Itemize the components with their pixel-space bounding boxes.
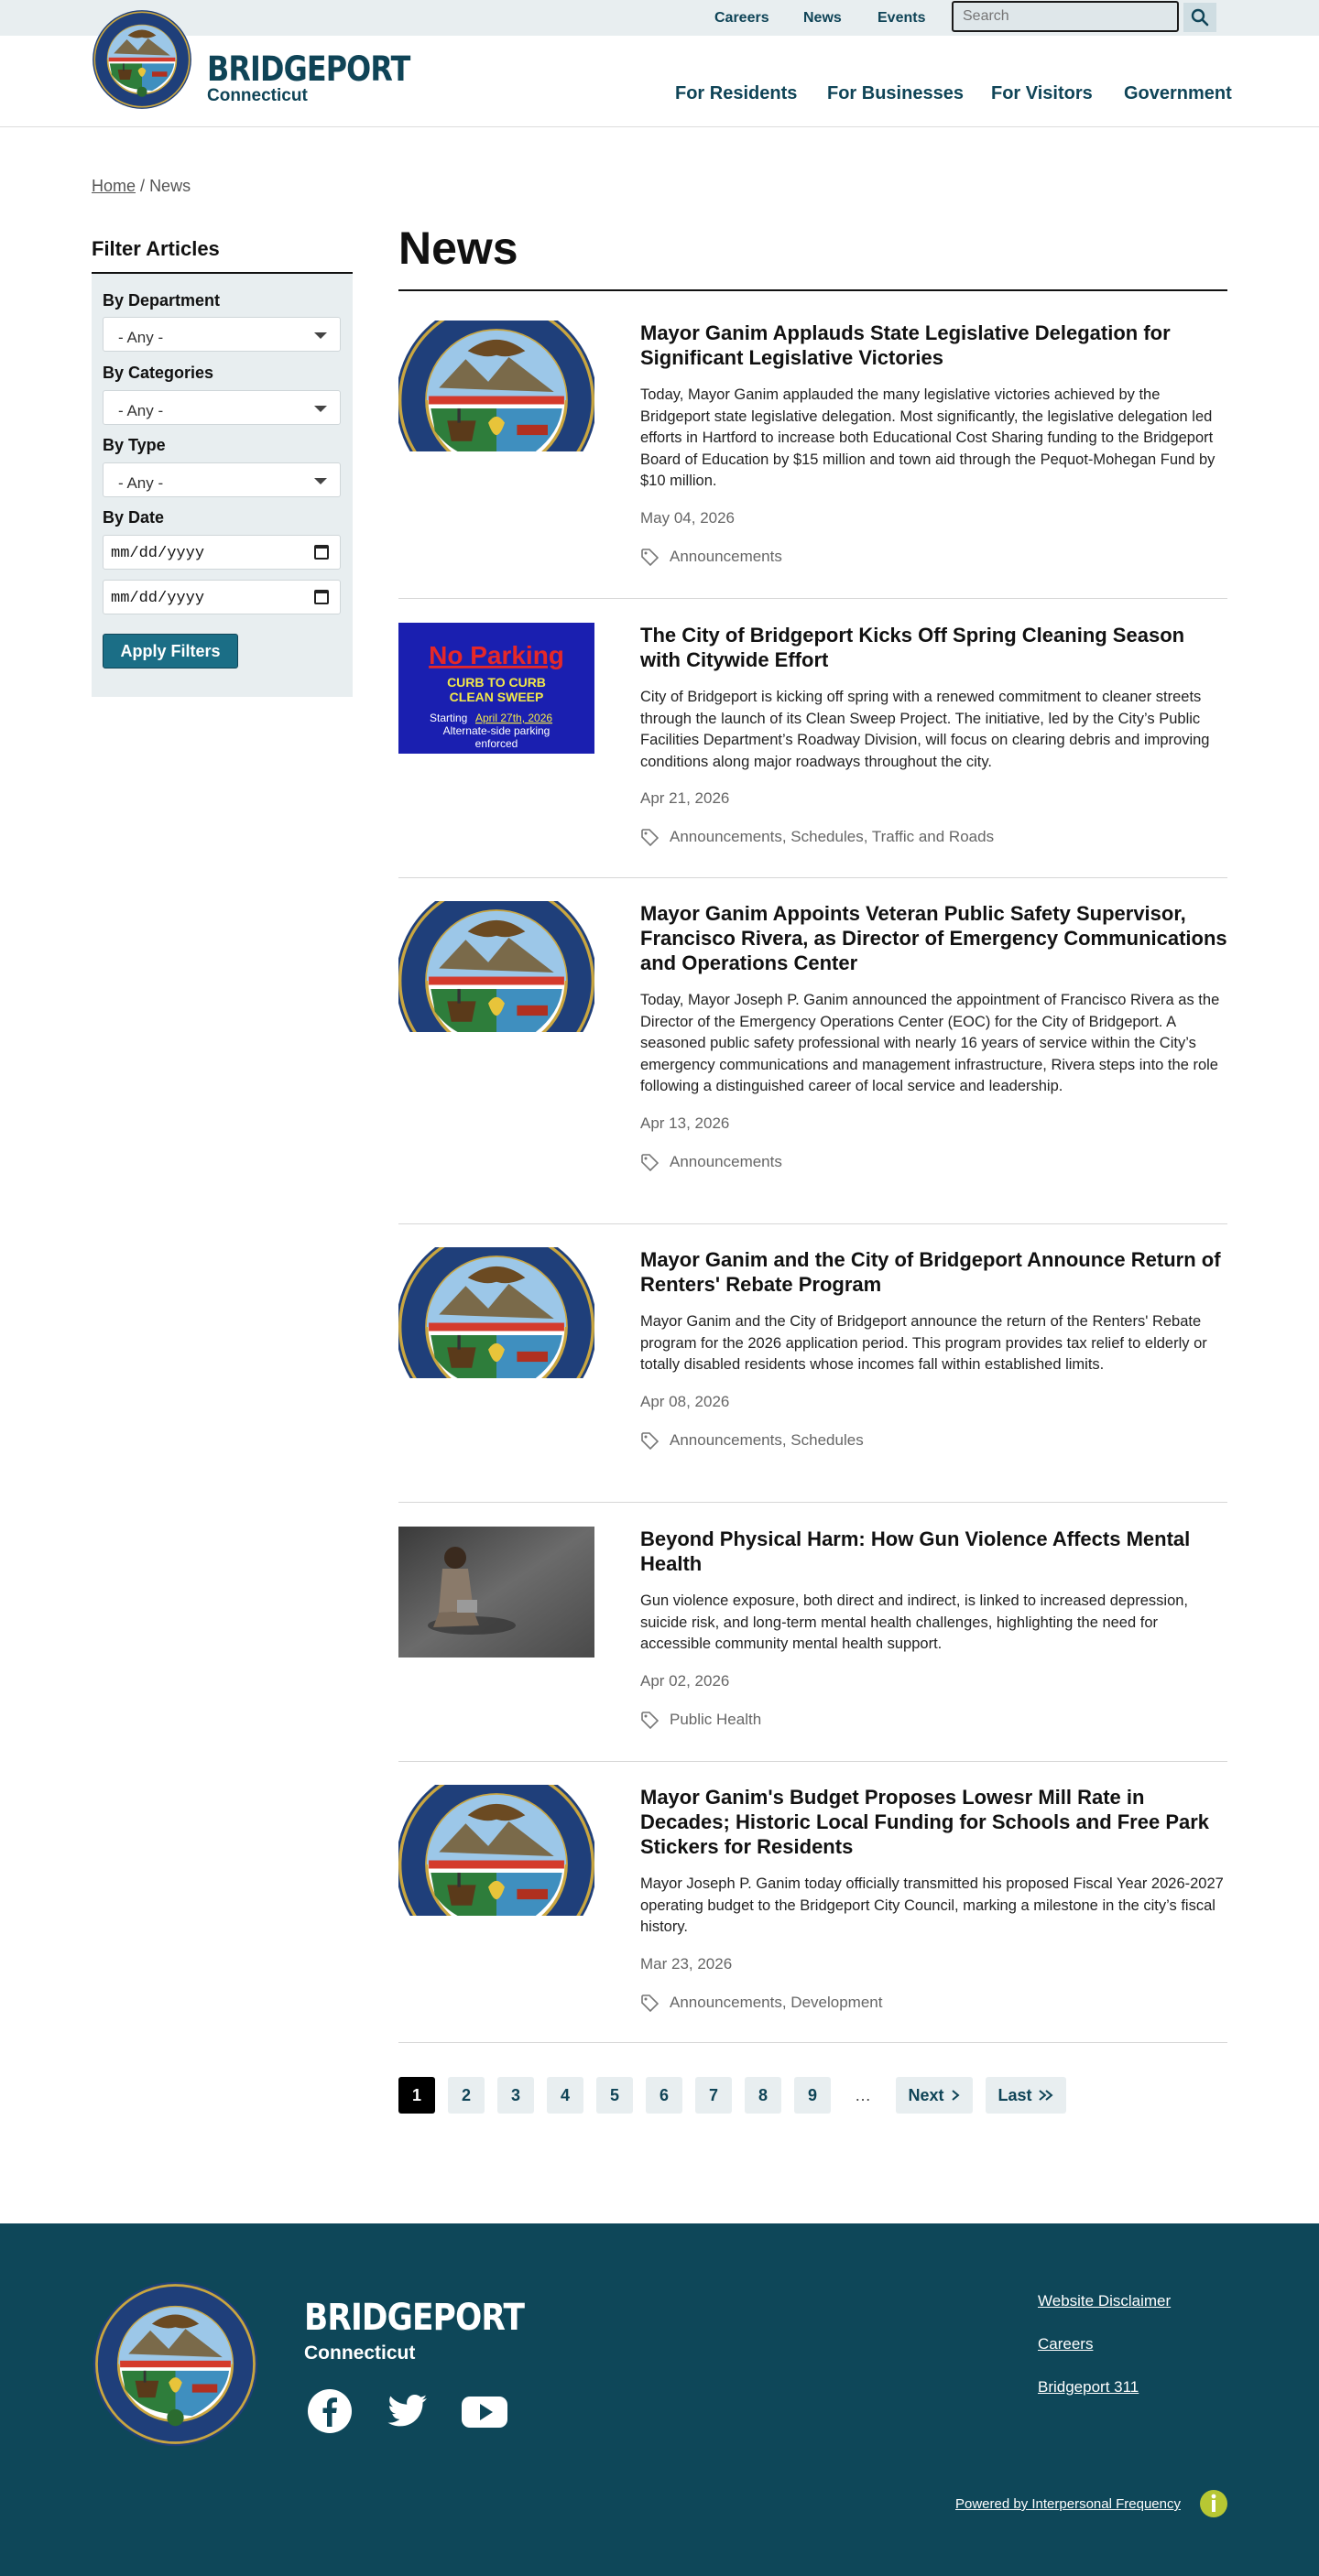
page-9-button[interactable]: 9 bbox=[794, 2077, 831, 2114]
article-thumbnail-seal[interactable] bbox=[398, 321, 594, 451]
categories-select[interactable] bbox=[103, 390, 341, 425]
article-date: Apr 13, 2026 bbox=[640, 1114, 730, 1132]
breadcrumb bbox=[92, 177, 191, 196]
article-summary: Today, Mayor Joseph P. Ganim announced the appointment of Francisco Rivera as the Director of the Emergency Operations Center (EOC) for the City of Bridgeport. A seasoned public safety professional with nearly 16 years of service within the City’s emergency communications and management infrastructure, Rivera steps into the role following a distinguished career of local service and leadership. bbox=[640, 992, 1220, 1094]
article-thumbnail-no-parking[interactable] bbox=[398, 623, 594, 754]
article-title-link[interactable]: Mayor Ganim's Budget Proposes Lowesr Mill Rate in Decades; Historic Local Funding for Schools and Free Park Stickers for Residents bbox=[640, 1786, 1210, 1858]
article-tag-links[interactable]: Announcements, Schedules, Traffic and Roads bbox=[670, 828, 995, 845]
article-tags bbox=[640, 1431, 1227, 1450]
article-card bbox=[398, 1785, 1227, 2043]
calendar-icon[interactable] bbox=[314, 590, 329, 604]
article-card bbox=[398, 1247, 1227, 1503]
article-title-link[interactable]: Mayor Ganim Appoints Veteran Public Safety Supervisor, Francisco Rivera, as Director of Emergency Communications and Operations Center bbox=[640, 902, 1227, 974]
tag-icon bbox=[640, 1431, 659, 1450]
footer-link-bridgeport-311[interactable]: Bridgeport 311 bbox=[1038, 2378, 1139, 2396]
nav-for-visitors[interactable]: For Visitors bbox=[991, 83, 1093, 103]
date-to-value: mm/dd/yyyy bbox=[111, 590, 205, 607]
nav-for-residents[interactable]: For Residents bbox=[675, 83, 798, 103]
flyer-headline: No Parking bbox=[429, 641, 564, 669]
article-tag-links[interactable]: Announcements bbox=[670, 1152, 782, 1170]
article-tags bbox=[640, 1711, 1227, 1729]
last-page-button[interactable] bbox=[986, 2077, 1066, 2114]
page-1-button[interactable]: 1 bbox=[398, 2077, 435, 2114]
type-select-value: - Any - bbox=[118, 474, 164, 492]
article-summary: City of Bridgeport is kicking off spring with a renewed commitment to cleaner streets through the launch of its Clean Sweep Project. The initiative, led by the City’s Public Facilities Department’s Roadway Division, will focus on clearing debris and improving conditions along major roadways throughout the city. bbox=[640, 689, 1210, 770]
tag-icon bbox=[640, 548, 659, 566]
filter-title: Filter Articles bbox=[92, 237, 220, 260]
date-label: By Date bbox=[103, 508, 165, 527]
footer-link-careers[interactable]: Careers bbox=[1038, 2335, 1094, 2353]
interpersonal-frequency-logo-icon[interactable] bbox=[1200, 2490, 1227, 2517]
page-4-button[interactable]: 4 bbox=[547, 2077, 583, 2114]
footer-seal-logo[interactable] bbox=[92, 2280, 259, 2448]
article-tags bbox=[640, 1994, 1227, 2012]
article-date: May 04, 2026 bbox=[640, 508, 736, 527]
article-tag-links[interactable]: Announcements bbox=[670, 547, 782, 565]
article-thumbnail-seal[interactable] bbox=[398, 1247, 594, 1378]
article-tags bbox=[640, 828, 1227, 846]
department-label: By Department bbox=[103, 291, 221, 310]
double-chevron-right-icon bbox=[1038, 2089, 1054, 2102]
article-tag-links[interactable]: Public Health bbox=[670, 1710, 762, 1728]
article-thumbnail-photo[interactable] bbox=[398, 1527, 594, 1658]
date-to-input[interactable] bbox=[103, 580, 341, 614]
page-6-button[interactable]: 6 bbox=[646, 2077, 682, 2114]
facebook-icon[interactable] bbox=[307, 2388, 353, 2434]
chevron-right-icon bbox=[950, 2089, 961, 2102]
breadcrumb-current: News bbox=[149, 177, 191, 195]
utility-link-careers[interactable]: Careers bbox=[714, 10, 769, 26]
last-page-label: Last bbox=[997, 2085, 1032, 2104]
youtube-icon[interactable] bbox=[461, 2388, 508, 2434]
breadcrumb-home-link[interactable]: Home bbox=[92, 177, 136, 195]
article-tag-links[interactable]: Announcements, Schedules bbox=[670, 1430, 864, 1449]
utility-bar bbox=[0, 0, 1319, 36]
article-summary: Gun violence exposure, both direct and indirect, is linked to increased depression, suicide risk, and long-term mental health challenges, highlighting the need for accessible community mental health support. bbox=[640, 1592, 1189, 1652]
article-date: Apr 21, 2026 bbox=[640, 789, 730, 807]
flyer-line3: Alternate-side parking bbox=[442, 724, 550, 737]
article-date: Apr 08, 2026 bbox=[640, 1392, 730, 1410]
tag-icon bbox=[640, 1711, 659, 1729]
article-card bbox=[398, 1527, 1227, 1762]
brand-name[interactable]: BRIDGEPORT bbox=[207, 49, 410, 89]
flyer-line1: CURB TO CURB bbox=[447, 675, 546, 690]
department-select-value: - Any - bbox=[118, 329, 164, 346]
flyer-date: April 27th, 2026 bbox=[475, 712, 553, 724]
footer-brand-subtitle: Connecticut bbox=[304, 2342, 416, 2364]
footer-brand-name[interactable]: BRIDGEPORT bbox=[304, 2297, 525, 2339]
chevron-down-icon bbox=[314, 332, 327, 339]
date-from-value: mm/dd/yyyy bbox=[111, 545, 205, 562]
breadcrumb-separator: / bbox=[140, 177, 146, 195]
tag-icon bbox=[640, 1153, 659, 1171]
categories-label: By Categories bbox=[103, 364, 214, 382]
search-icon bbox=[1191, 8, 1209, 27]
article-card bbox=[398, 321, 1227, 599]
date-from-input[interactable] bbox=[103, 535, 341, 570]
flyer-line2: CLEAN SWEEP bbox=[449, 690, 544, 704]
article-thumbnail-seal[interactable] bbox=[398, 1785, 594, 1916]
chevron-down-icon bbox=[314, 406, 327, 412]
tag-icon bbox=[640, 828, 659, 846]
article-title-link[interactable]: Beyond Physical Harm: How Gun Violence Affects Mental Health bbox=[640, 1527, 1191, 1575]
flyer-starting: Starting bbox=[430, 712, 468, 724]
page-5-button[interactable]: 5 bbox=[596, 2077, 633, 2114]
article-summary: Mayor Joseph P. Ganim today officially transmitted his proposed Fiscal Year 2026-2027 operating budget to the Bridgeport City Council, marking a milestone in the city’s fiscal history. bbox=[640, 1875, 1224, 1935]
utility-link-news[interactable]: News bbox=[803, 10, 842, 26]
city-seal-logo[interactable] bbox=[92, 9, 192, 110]
page-3-button[interactable]: 3 bbox=[497, 2077, 534, 2114]
article-thumbnail-seal[interactable] bbox=[398, 901, 594, 1032]
footer-link-website-disclaimer[interactable]: Website Disclaimer bbox=[1038, 2292, 1172, 2310]
article-title-link[interactable]: The City of Bridgeport Kicks Off Spring Cleaning Season with Citywide Effort bbox=[640, 624, 1185, 671]
type-select[interactable] bbox=[103, 462, 341, 497]
brand-subtitle: Connecticut bbox=[207, 86, 308, 105]
page-8-button[interactable]: 8 bbox=[745, 2077, 781, 2114]
apply-filters-button[interactable]: Apply Filters bbox=[103, 634, 238, 668]
article-summary: Today, Mayor Ganim applauded the many legislative victories achieved by the Bridgeport state legislative delegation. Most significantly, the legislative delegation led efforts in Hartford to increase both Educational Cost Sharing funding to the Bridgeport Board of Education by $15 million and town aid through the Pequot-Mohegan Fund by $10 million. bbox=[640, 386, 1215, 489]
site-header bbox=[0, 36, 1319, 127]
article-date: Apr 02, 2026 bbox=[640, 1671, 730, 1690]
nav-government[interactable]: Government bbox=[1124, 83, 1232, 103]
department-select[interactable] bbox=[103, 317, 341, 352]
page-title: News bbox=[398, 223, 518, 274]
utility-link-events[interactable]: Events bbox=[878, 10, 926, 26]
title-divider bbox=[398, 289, 1227, 291]
article-tag-links[interactable]: Announcements, Development bbox=[670, 1993, 883, 2011]
tag-icon bbox=[640, 1994, 659, 2012]
search-input[interactable] bbox=[952, 1, 1179, 32]
article-tags bbox=[640, 548, 1227, 566]
nav-for-businesses[interactable]: For Businesses bbox=[827, 83, 964, 103]
next-page-button[interactable] bbox=[896, 2077, 973, 2114]
powered-by-link[interactable]: Powered by Interpersonal Frequency bbox=[955, 2496, 1181, 2512]
type-label: By Type bbox=[103, 436, 166, 454]
filter-panel bbox=[92, 274, 353, 697]
article-card bbox=[398, 901, 1227, 1224]
article-summary: Mayor Ganim and the City of Bridgeport announce the return of the Renters' Rebate program for the 2026 application period. This program provides tax relief to elderly or totally disabled residents whose incomes fall within established limits. bbox=[640, 1313, 1207, 1373]
page-2-button[interactable]: 2 bbox=[448, 2077, 485, 2114]
categories-select-value: - Any - bbox=[118, 402, 164, 419]
page-7-button[interactable]: 7 bbox=[695, 2077, 732, 2114]
article-title-link[interactable]: Mayor Ganim Applauds State Legislative Delegation for Significant Legislative Victories bbox=[640, 321, 1171, 369]
next-page-label: Next bbox=[908, 2085, 944, 2104]
article-title-link[interactable]: Mayor Ganim and the City of Bridgeport Announce Return of Renters' Rebate Program bbox=[640, 1248, 1221, 1296]
twitter-icon[interactable] bbox=[385, 2388, 431, 2434]
search-button[interactable] bbox=[1183, 3, 1216, 32]
site-footer bbox=[0, 2223, 1319, 2576]
flyer-line4: enforced bbox=[474, 737, 518, 750]
chevron-down-icon bbox=[314, 478, 327, 484]
calendar-icon[interactable] bbox=[314, 545, 329, 560]
article-date: Mar 23, 2026 bbox=[640, 1954, 733, 1973]
pagination-ellipsis: … bbox=[855, 2086, 871, 2104]
article-card bbox=[398, 623, 1227, 878]
article-tags bbox=[640, 1153, 1227, 1171]
